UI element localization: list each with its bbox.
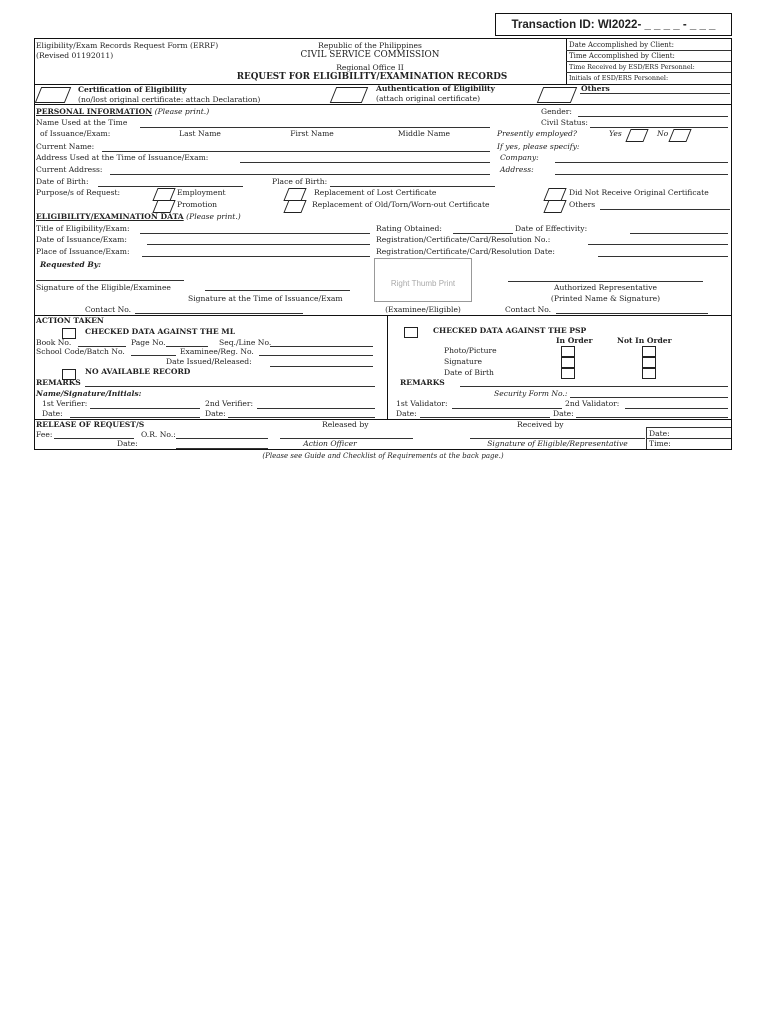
photo-label: Photo/Picture <box>444 346 497 355</box>
personal-info-heading-text: PERSONAL INFORMATION <box>36 107 153 116</box>
date-accomplished-label: Date Accomplished by Client: <box>569 41 674 49</box>
certification-note: (no/lost original certificate: attach Declaration) <box>78 95 261 104</box>
dob-in-order-checkbox[interactable] <box>561 368 575 379</box>
action-divider <box>387 316 388 419</box>
place-issuance-line[interactable] <box>142 256 370 257</box>
civil-status-label: Civil Status: <box>541 118 588 127</box>
header-rule <box>566 50 731 51</box>
current-name-label: Current Name: <box>36 142 95 151</box>
address-issuance-label: Address Used at the Time of Issuance/Exam: <box>36 153 209 162</box>
requested-by-label: Requested By: <box>40 260 102 269</box>
purpose-label: Purpose/s of Request: <box>36 188 121 197</box>
rating-line[interactable] <box>453 233 513 234</box>
or-no-label: O.R. No.: <box>141 430 176 439</box>
no-label: No <box>657 129 669 138</box>
sig-time-label: Signature at the Time of Issuance/Exam <box>188 294 343 303</box>
section-rule <box>35 315 731 316</box>
if-yes-label: If yes, please specify: <box>497 142 580 151</box>
validator-2-line[interactable] <box>625 408 728 409</box>
validator-2-label: 2nd Validator: <box>565 399 620 408</box>
section-rule <box>35 104 731 105</box>
republic-label: Republic of the Philippines <box>318 41 422 50</box>
gender-label: Gender: <box>541 107 572 116</box>
others-label: Others <box>581 84 610 93</box>
release-date-line[interactable] <box>176 448 268 449</box>
transaction-id-label: Transaction ID: WI2022- _ _ _ _ - _ _ _ <box>511 18 716 31</box>
verifier-2-line[interactable] <box>257 408 375 409</box>
rating-label: Rating Obtained: <box>376 224 442 233</box>
signature-not-in-order-checkbox[interactable] <box>642 357 656 368</box>
others-line <box>580 93 730 94</box>
time-accomplished-label: Time Accomplished by Client: <box>569 52 675 60</box>
not-in-order-label: Not In Order <box>617 336 672 345</box>
validator-1-date-line[interactable] <box>420 417 550 418</box>
verifier-1-date-label: Date: <box>42 409 63 418</box>
validator-1-date-label: Date: <box>396 409 417 418</box>
verifier-2-label: 2nd Verifier: <box>205 399 254 408</box>
replacement-old-label: Replacement of Old/Torn/Worn-out Certificate <box>312 200 490 209</box>
place-issuance-label: Place of Issuance/Exam: <box>36 247 130 256</box>
remarks-line[interactable] <box>85 386 375 387</box>
time-box-label: Time: <box>649 439 671 448</box>
current-name-line[interactable] <box>102 151 490 152</box>
signature-in-order-checkbox[interactable] <box>561 357 575 368</box>
authentication-note: (attach original certificate) <box>376 94 481 103</box>
checked-psp-checkbox[interactable] <box>404 327 418 338</box>
authentication-label: Authentication of Eligibility <box>376 84 495 93</box>
initials-label: Initials of ESD/ERS Personnel: <box>569 74 669 82</box>
page-no-label: Page No. <box>131 338 166 347</box>
release-date-label: Date: <box>117 439 138 448</box>
reg-no-line[interactable] <box>588 244 728 245</box>
dob-line[interactable] <box>98 186 243 187</box>
certification-label: Certification of Eligibility <box>78 85 187 94</box>
auth-rep-label: Authorized Representative <box>553 283 658 292</box>
form-revision: (Revised 01192011) <box>36 51 114 60</box>
photo-in-order-checkbox[interactable] <box>561 346 575 357</box>
presently-employed-label: Presently employed? <box>497 129 577 138</box>
others-checkbox[interactable] <box>537 87 577 103</box>
fee-label: Fee: <box>36 430 53 439</box>
signature-label: Signature <box>444 357 482 366</box>
last-name-caption: Last Name <box>179 129 221 138</box>
office-label: Regional Office II <box>336 63 404 72</box>
checked-ml-label: CHECKED DATA AGAINST THE ML <box>85 327 236 336</box>
yes-label: Yes <box>609 129 622 138</box>
verifier-1-line[interactable] <box>90 408 200 409</box>
pob-label: Place of Birth: <box>272 177 328 186</box>
current-address-label: Current Address: <box>36 165 103 174</box>
in-order-label: In Order <box>556 336 593 345</box>
header-rule <box>566 72 731 73</box>
first-name-caption: First Name <box>290 129 334 138</box>
school-code-line[interactable] <box>131 355 176 356</box>
checked-psp-label: CHECKED DATA AGAINST THE PSP <box>433 326 587 335</box>
verifier-1-label: 1st Verifier: <box>42 399 88 408</box>
reg-date-label: Registration/Certificate/Card/Resolution Date: <box>376 247 555 256</box>
date-box-label: Date: <box>649 429 670 438</box>
employment-label: Employment <box>177 188 226 197</box>
released-by-label: Released by <box>322 420 369 429</box>
seq-line-label: Seq./Line No. <box>219 338 272 347</box>
validator-1-line[interactable] <box>452 408 562 409</box>
verifier-2-date-label: Date: <box>205 409 226 418</box>
current-address-line[interactable] <box>110 174 490 175</box>
form-name: Eligibility/Exam Records Request Form (ERRF) <box>36 41 219 50</box>
personal-info-heading <box>36 107 209 116</box>
security-form-line[interactable] <box>570 397 728 398</box>
promotion-label: Promotion <box>177 200 218 209</box>
transaction-id-box <box>495 13 732 36</box>
validator-2-date-line[interactable] <box>576 417 728 418</box>
contact-no-line[interactable] <box>135 313 303 314</box>
auth-rep-line[interactable] <box>508 281 703 282</box>
dob-not-in-order-checkbox[interactable] <box>642 368 656 379</box>
seq-line-line[interactable] <box>270 346 373 347</box>
commission-label: CIVIL SERVICE COMMISSION <box>300 50 440 60</box>
gender-line[interactable] <box>578 116 728 117</box>
verifier-2-date-line[interactable] <box>228 417 375 418</box>
security-form-label: Security Form No.: <box>494 389 568 398</box>
photo-not-in-order-checkbox[interactable] <box>642 346 656 357</box>
release-heading: RELEASE OF REQUEST/S <box>36 420 145 429</box>
no-record-label: NO AVAILABLE RECORD <box>85 367 191 376</box>
examinee-reg-label: Examinee/Reg. No. <box>180 347 254 356</box>
sig-eligible-label: Signature of the Eligible/Examinee <box>36 283 171 292</box>
personal-info-note: (Please print.) <box>154 107 210 116</box>
reg-date-line[interactable] <box>598 256 728 257</box>
effectivity-line[interactable] <box>630 233 728 234</box>
company-label: Company: <box>500 153 539 162</box>
eligibility-note: (Please print.) <box>186 212 241 221</box>
date-of-birth-label: Date of Birth <box>444 368 494 377</box>
address-issuance-line[interactable] <box>240 162 490 163</box>
examinee-eligible-label: (Examinee/Eligible) <box>385 305 461 314</box>
authentication-checkbox[interactable] <box>330 87 368 103</box>
action-officer-label: Action Officer <box>303 439 357 448</box>
examinee-reg-line[interactable] <box>259 355 373 356</box>
or-no-line[interactable] <box>176 438 268 439</box>
thumb-print-box[interactable] <box>374 258 472 302</box>
remarks-label: REMARKS <box>36 378 81 387</box>
validator-1-label: 1st Validator: <box>396 399 448 408</box>
name-used-label-1: Name Used at the Time <box>36 118 128 127</box>
title-eligibility-label: Title of Eligibility/Exam: <box>36 224 130 233</box>
civil-status-line[interactable] <box>590 127 728 128</box>
verifier-1-date-line[interactable] <box>70 417 200 418</box>
contact-no-label: Contact No. <box>85 305 132 314</box>
replacement-lost-label: Replacement of Lost Certificate <box>314 188 437 197</box>
time-received-label: Time Received by ESD/ERS Personnel: <box>569 63 695 71</box>
purpose-others-line[interactable] <box>600 209 730 210</box>
eligibility-heading-text: ELIGIBILITY/EXAMINATION DATA <box>36 212 184 221</box>
contact-no-2-label: Contact No. <box>505 305 552 314</box>
header-rule <box>566 61 731 62</box>
sig-time-line[interactable] <box>205 290 350 291</box>
book-no-label: Book No. <box>36 338 72 347</box>
company-address-line[interactable] <box>555 174 728 175</box>
purpose-others-label: Others <box>569 200 596 209</box>
company-line[interactable] <box>555 162 728 163</box>
sig-eligible-rep-label: Signature of Eligible/Representative <box>487 439 628 448</box>
reg-no-label: Registration/Certificate/Card/Resolution No.: <box>376 235 551 244</box>
company-address-label: Address: <box>500 165 534 174</box>
validator-2-date-label: Date: <box>553 409 574 418</box>
pob-line[interactable] <box>330 186 495 187</box>
name-sig-label: Name/Signature/Initials: <box>36 389 142 398</box>
date-issuance-line[interactable] <box>147 244 370 245</box>
footer-note: (Please see Guide and Checklist of Requirements at the back page.) <box>262 452 504 460</box>
date-issued-label: Date Issued/Released: <box>166 357 252 366</box>
received-by-label: Received by <box>517 420 564 429</box>
name-used-line[interactable] <box>140 127 490 128</box>
date-issued-line[interactable] <box>270 366 373 367</box>
title-eligibility-line[interactable] <box>140 233 370 234</box>
name-used-label-2: of Issuance/Exam: <box>40 129 111 138</box>
eligibility-heading <box>36 212 241 221</box>
thumb-print-label: Right Thumb Print <box>390 279 456 288</box>
form-title: REQUEST FOR ELIGIBILITY/EXAMINATION RECORDS <box>236 72 508 82</box>
middle-name-caption: Middle Name <box>397 129 451 138</box>
action-taken-heading: ACTION TAKEN <box>36 316 104 325</box>
school-code-label: School Code/Batch No. <box>36 347 125 356</box>
dob-label: Date of Birth: <box>36 177 89 186</box>
contact-no-2-line[interactable] <box>556 313 708 314</box>
date-time-box-rule <box>646 427 731 428</box>
remarks-2-line[interactable] <box>460 386 728 387</box>
effectivity-label: Date of Effectivity: <box>515 224 588 233</box>
remarks-2-label: REMARKS <box>400 378 445 387</box>
did-not-receive-label: Did Not Receive Original Certificate <box>569 188 709 197</box>
date-issuance-label: Date of Issuance/Exam: <box>36 235 127 244</box>
sig-eligible-line[interactable] <box>36 280 184 281</box>
printed-name-label: (Printed Name & Signature) <box>550 294 661 303</box>
